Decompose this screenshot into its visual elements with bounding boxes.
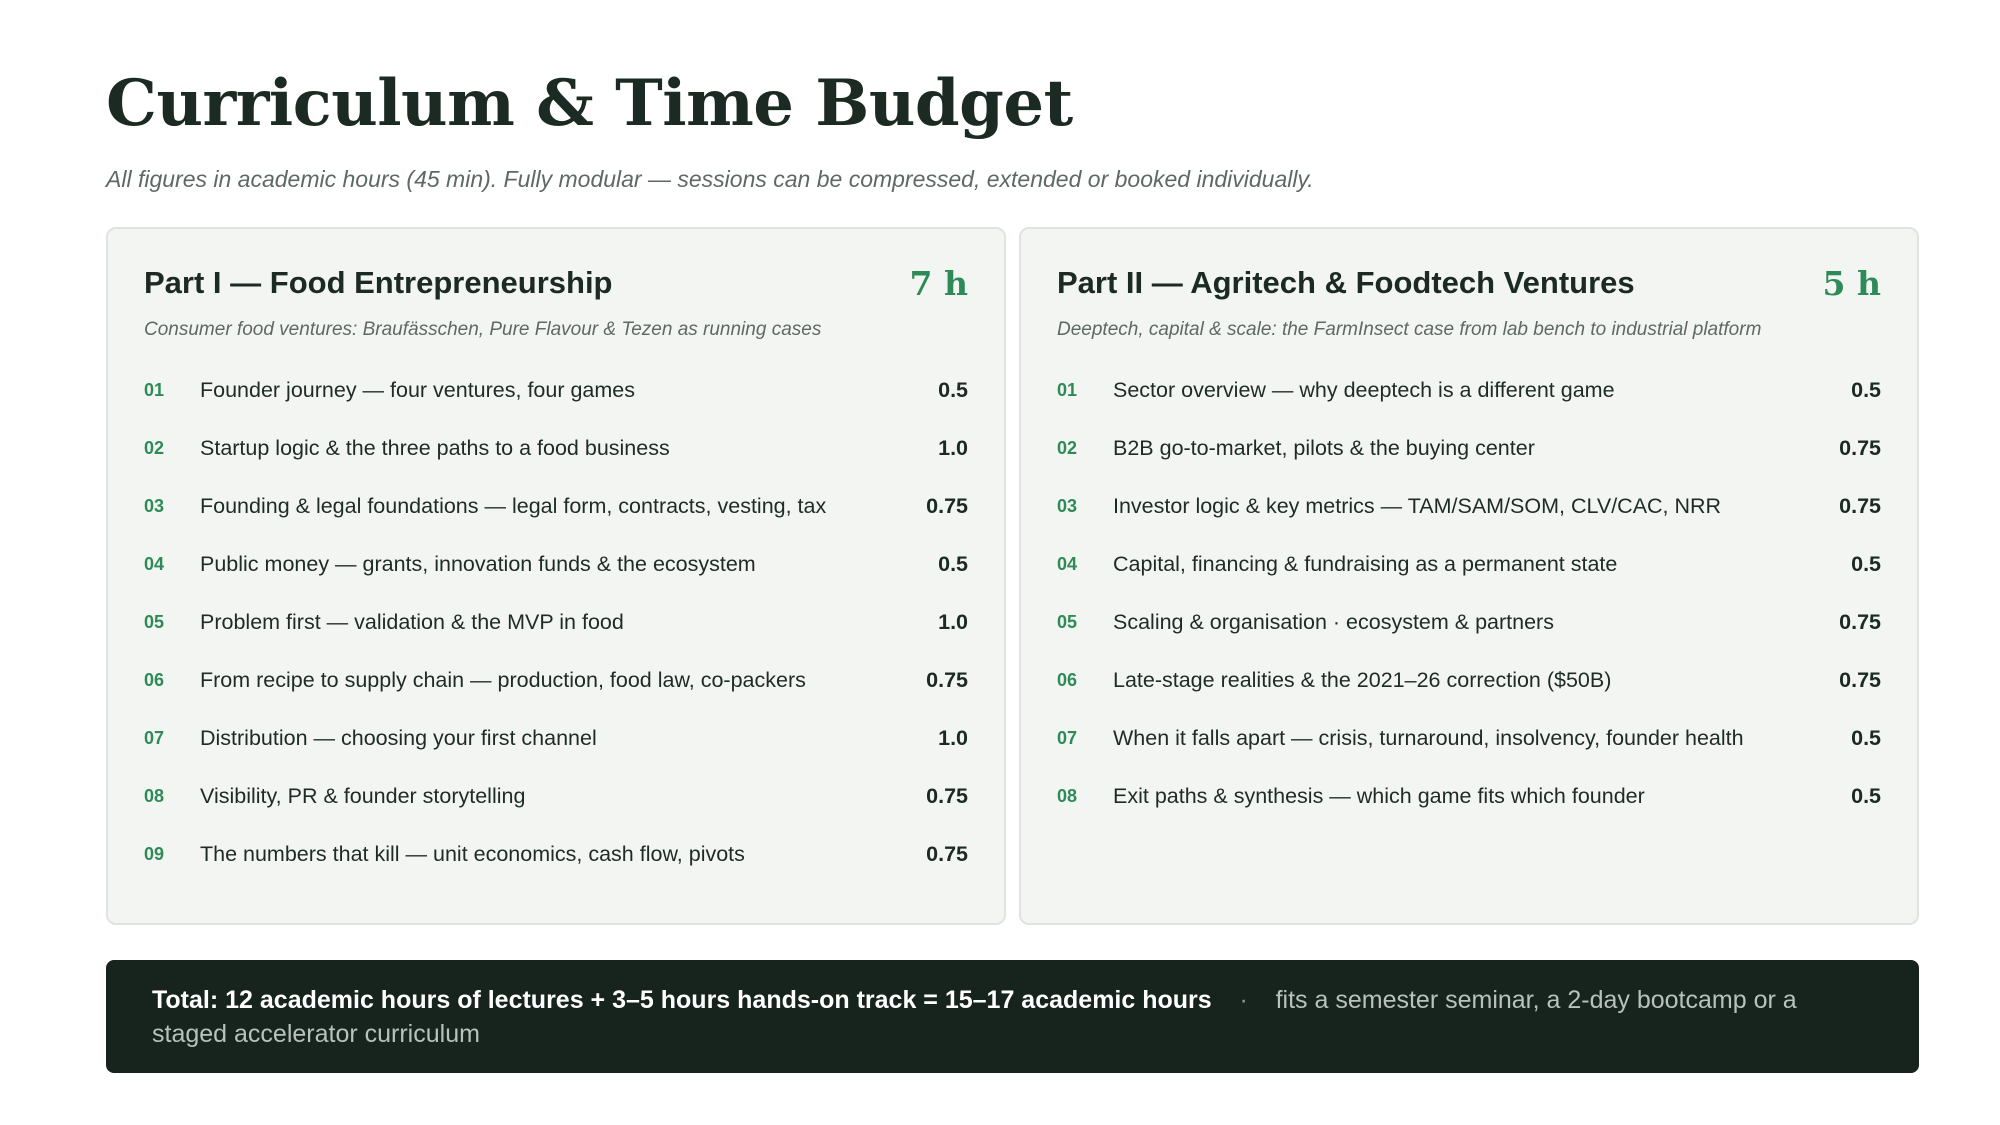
session-row: [1057, 477, 1881, 535]
session-hours: 0.5: [1851, 725, 1881, 750]
part-1-description: Consumer food ventures: Braufässchen, Pure Flavour & Tezen as running cases: [144, 319, 822, 340]
session-number: 01: [1057, 379, 1078, 400]
session-row: [1057, 535, 1881, 593]
session-hours: 1.0: [938, 609, 968, 634]
session-row: [1057, 361, 1881, 419]
session-title: Founding & legal foundations — legal form, contracts, vesting, tax: [200, 494, 827, 518]
session-hours: 0.75: [1839, 435, 1881, 460]
session-row: [1057, 419, 1881, 477]
session-number: 06: [144, 669, 165, 690]
session-number: 05: [1057, 611, 1078, 632]
session-number: 06: [1057, 669, 1078, 690]
session-hours: 0.75: [926, 667, 968, 692]
session-number: 04: [1057, 553, 1078, 574]
session-title: The numbers that kill — unit economics, cash flow, pivots: [200, 842, 745, 866]
part-1-session-list: [144, 361, 968, 883]
session-number: 07: [1057, 727, 1078, 748]
session-number: 02: [1057, 437, 1078, 458]
session-title: Public money — grants, innovation funds & the ecosystem: [200, 552, 756, 576]
part-1-panel: [106, 227, 1006, 925]
session-number: 02: [144, 437, 165, 458]
session-title: Founder journey — four ventures, four games: [200, 378, 635, 402]
session-number: 01: [144, 379, 165, 400]
total-summary: Total: 12 academic hours of lectures + 3–5 hours hands-on track = 15–17 academic hours: [152, 986, 1212, 1014]
session-title: When it falls apart — crisis, turnaround, insolvency, founder health: [1113, 726, 1744, 750]
part-1-header: [144, 261, 968, 305]
part-2-session-list: [1057, 361, 1881, 825]
session-title: From recipe to supply chain — production, food law, co-packers: [200, 668, 806, 692]
total-note: fits a semester seminar, a 2-day bootcamp or a staged accelerator curriculum: [152, 986, 1797, 1048]
session-title: Capital, financing & fundraising as a permanent state: [1113, 552, 1618, 576]
session-hours: 0.5: [938, 377, 968, 402]
session-hours: 0.5: [1851, 783, 1881, 808]
session-row: [1057, 709, 1881, 767]
session-number: 05: [144, 611, 165, 632]
session-row: [144, 825, 968, 883]
session-row: [144, 593, 968, 651]
page-subtitle: All figures in academic hours (45 min). Fully modular — sessions can be compressed, extended or booked individually.: [106, 166, 1314, 192]
session-title: Problem first — validation & the MVP in food: [200, 610, 624, 634]
total-separator: ·: [1239, 986, 1248, 1014]
total-summary-bar: [106, 960, 1919, 1073]
session-row: [1057, 767, 1881, 825]
session-hours: 0.5: [1851, 551, 1881, 576]
part-2-title: Part II — Agritech & Foodtech Ventures: [1057, 265, 1635, 300]
part-1-title: Part I — Food Entrepreneurship: [144, 265, 613, 300]
part-1-hours: 7 h: [909, 263, 968, 303]
session-number: 03: [1057, 495, 1078, 516]
session-hours: 0.5: [938, 551, 968, 576]
session-hours: 0.75: [1839, 609, 1881, 634]
session-title: Distribution — choosing your first channel: [200, 726, 597, 750]
session-title: Late-stage realities & the 2021–26 correction ($50B): [1113, 668, 1612, 692]
part-2-panel: [1019, 227, 1919, 925]
session-title: Startup logic & the three paths to a food business: [200, 436, 670, 460]
session-hours: 0.75: [926, 783, 968, 808]
session-title: Exit paths & synthesis — which game fits which founder: [1113, 784, 1645, 808]
session-hours: 0.75: [1839, 493, 1881, 518]
session-number: 04: [144, 553, 165, 574]
session-title: B2B go-to-market, pilots & the buying center: [1113, 436, 1535, 460]
session-row: [1057, 593, 1881, 651]
session-hours: 1.0: [938, 725, 968, 750]
session-title: Scaling & organisation · ecosystem & partners: [1113, 610, 1554, 634]
session-row: [1057, 651, 1881, 709]
session-hours: 0.5: [1851, 377, 1881, 402]
part-2-hours: 5 h: [1822, 263, 1881, 303]
session-number: 08: [144, 785, 165, 806]
session-row: [144, 709, 968, 767]
session-number: 03: [144, 495, 165, 516]
session-title: Visibility, PR & founder storytelling: [200, 784, 526, 808]
session-number: 08: [1057, 785, 1078, 806]
session-row: [144, 767, 968, 825]
session-row: [144, 477, 968, 535]
session-hours: 1.0: [938, 435, 968, 460]
session-row: [144, 651, 968, 709]
session-hours: 0.75: [926, 493, 968, 518]
session-row: [144, 535, 968, 593]
session-number: 09: [144, 843, 165, 864]
session-row: [144, 361, 968, 419]
session-hours: 0.75: [926, 841, 968, 866]
session-title: Sector overview — why deeptech is a different game: [1113, 378, 1615, 402]
session-hours: 0.75: [1839, 667, 1881, 692]
session-row: [144, 419, 968, 477]
session-title: Investor logic & key metrics — TAM/SAM/SOM, CLV/CAC, NRR: [1113, 494, 1722, 518]
page-title: Curriculum & Time Budget: [106, 66, 1073, 141]
part-2-description: Deeptech, capital & scale: the FarmInsect case from lab bench to industrial platform: [1057, 319, 1762, 340]
session-number: 07: [144, 727, 165, 748]
part-2-header: [1057, 261, 1881, 305]
